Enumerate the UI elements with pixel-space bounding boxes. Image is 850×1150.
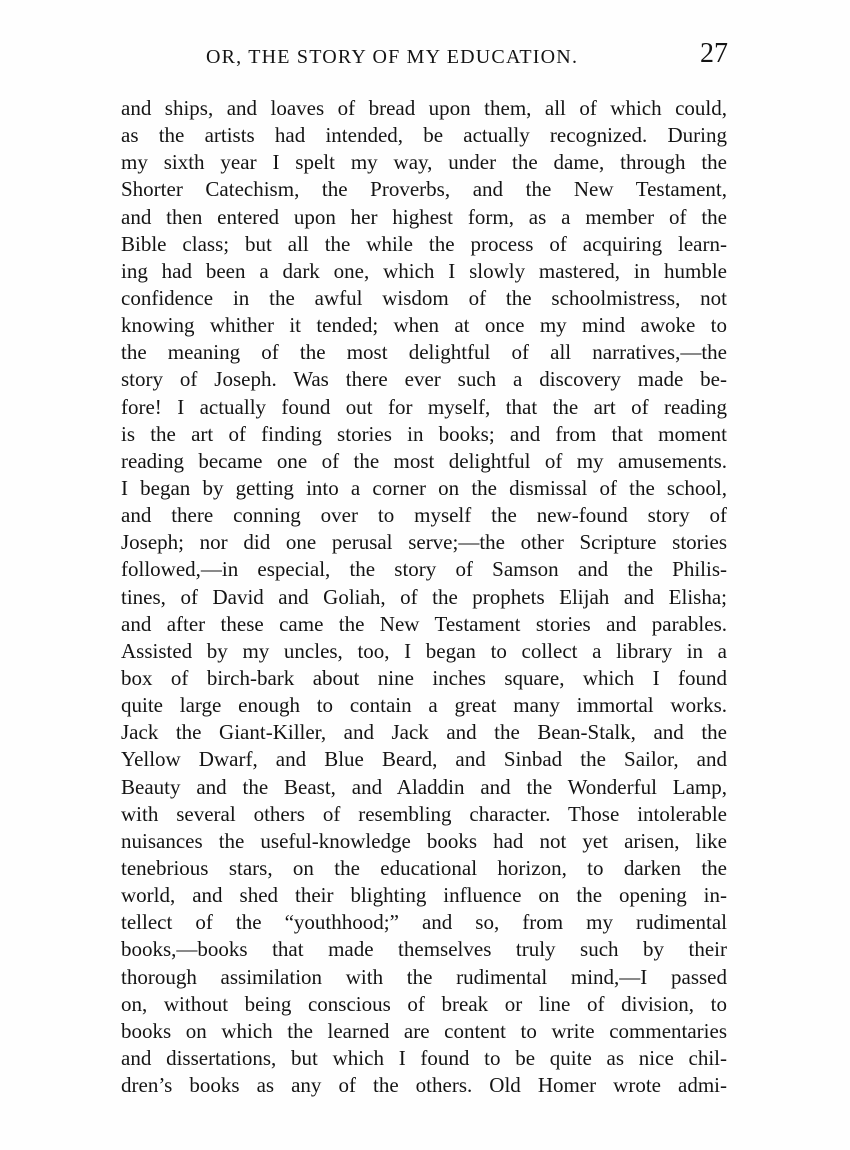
text-line: as the artists had intended, be actually recognized. During	[121, 123, 727, 148]
text-line: Assisted by my uncles, too, I began to collect a library in a	[121, 638, 727, 663]
text-line: tenebrious stars, on the educational horizon, to darken the	[121, 855, 727, 880]
text-line: Bible class; but all the while the process of acquiring learn-	[121, 231, 727, 256]
page-number: 27	[700, 38, 728, 69]
text-line: Shorter Catechism, the Proverbs, and the New Testament,	[121, 177, 727, 202]
text-line: thorough assimilation with the rudimental mind,—I passed	[121, 964, 727, 989]
text-line: Joseph; nor did one perusal serve;—the other Scripture stories	[121, 530, 727, 555]
running-title: OR, THE STORY OF MY EDUCATION.	[206, 46, 579, 68]
text-line: story of Joseph. Was there ever such a discovery made be-	[121, 367, 727, 392]
text-line: and ships, and loaves of bread upon them, all of which could,	[121, 96, 727, 120]
text-line: and after these came the New Testament stories and parables.	[121, 611, 727, 636]
text-line: confidence in the awful wisdom of the schoolmistress, not	[121, 285, 727, 310]
text-line: tellect of the “youthhood;” and so, from my rudimental	[121, 910, 727, 935]
text-line: on, without being conscious of break or line of division, to	[121, 991, 727, 1016]
text-line: reading became one of the most delightful of my amusements.	[121, 448, 727, 473]
text-line: box of birch-bark about nine inches square, which I found	[121, 665, 727, 690]
text-line: my sixth year I spelt my way, under the dame, through the	[121, 150, 727, 175]
text-line: Beauty and the Beast, and Aladdin and the Wonderful Lamp,	[121, 774, 727, 799]
text-line: Jack the Giant-Killer, and Jack and the Bean-Stalk, and the	[121, 720, 727, 745]
text-line: quite large enough to contain a great many immortal works.	[121, 693, 727, 718]
text-line: and then entered upon her highest form, as a member of the	[121, 204, 727, 229]
body-text	[121, 95, 727, 1099]
text-line: with several others of resembling character. Those intolerable	[121, 801, 727, 826]
text-line: followed,—in especial, the story of Samson and the Philis-	[121, 557, 727, 582]
running-head	[120, 38, 728, 78]
text-line: nuisances the useful-knowledge books had not yet arisen, like	[121, 828, 727, 853]
text-line: and dissertations, but which I found to be quite as nice chil-	[121, 1045, 727, 1070]
text-line: tines, of David and Goliah, of the prophets Elijah and Elisha;	[121, 584, 727, 609]
text-line: fore! I actually found out for myself, that the art of reading	[121, 394, 727, 419]
text-line: I began by getting into a corner on the dismissal of the school,	[121, 475, 727, 500]
text-line: books,—books that made themselves truly such by their	[121, 937, 727, 962]
text-line: is the art of finding stories in books; and from that moment	[121, 421, 727, 446]
text-line: the meaning of the most delightful of all narratives,—the	[121, 340, 727, 365]
text-line: books on which the learned are content to write commentaries	[121, 1018, 727, 1043]
text-line: ing had been a dark one, which I slowly mastered, in humble	[121, 258, 727, 283]
text-line: world, and shed their blighting influence on the opening in-	[121, 883, 727, 908]
text-line: Yellow Dwarf, and Blue Beard, and Sinbad the Sailor, and	[121, 747, 727, 772]
text-line: and there conning over to myself the new-found story of	[121, 503, 727, 528]
text-line: dren’s books as any of the others. Old Homer wrote admi-	[121, 1073, 727, 1098]
text-line: knowing whither it tended; when at once my mind awoke to	[121, 313, 727, 338]
